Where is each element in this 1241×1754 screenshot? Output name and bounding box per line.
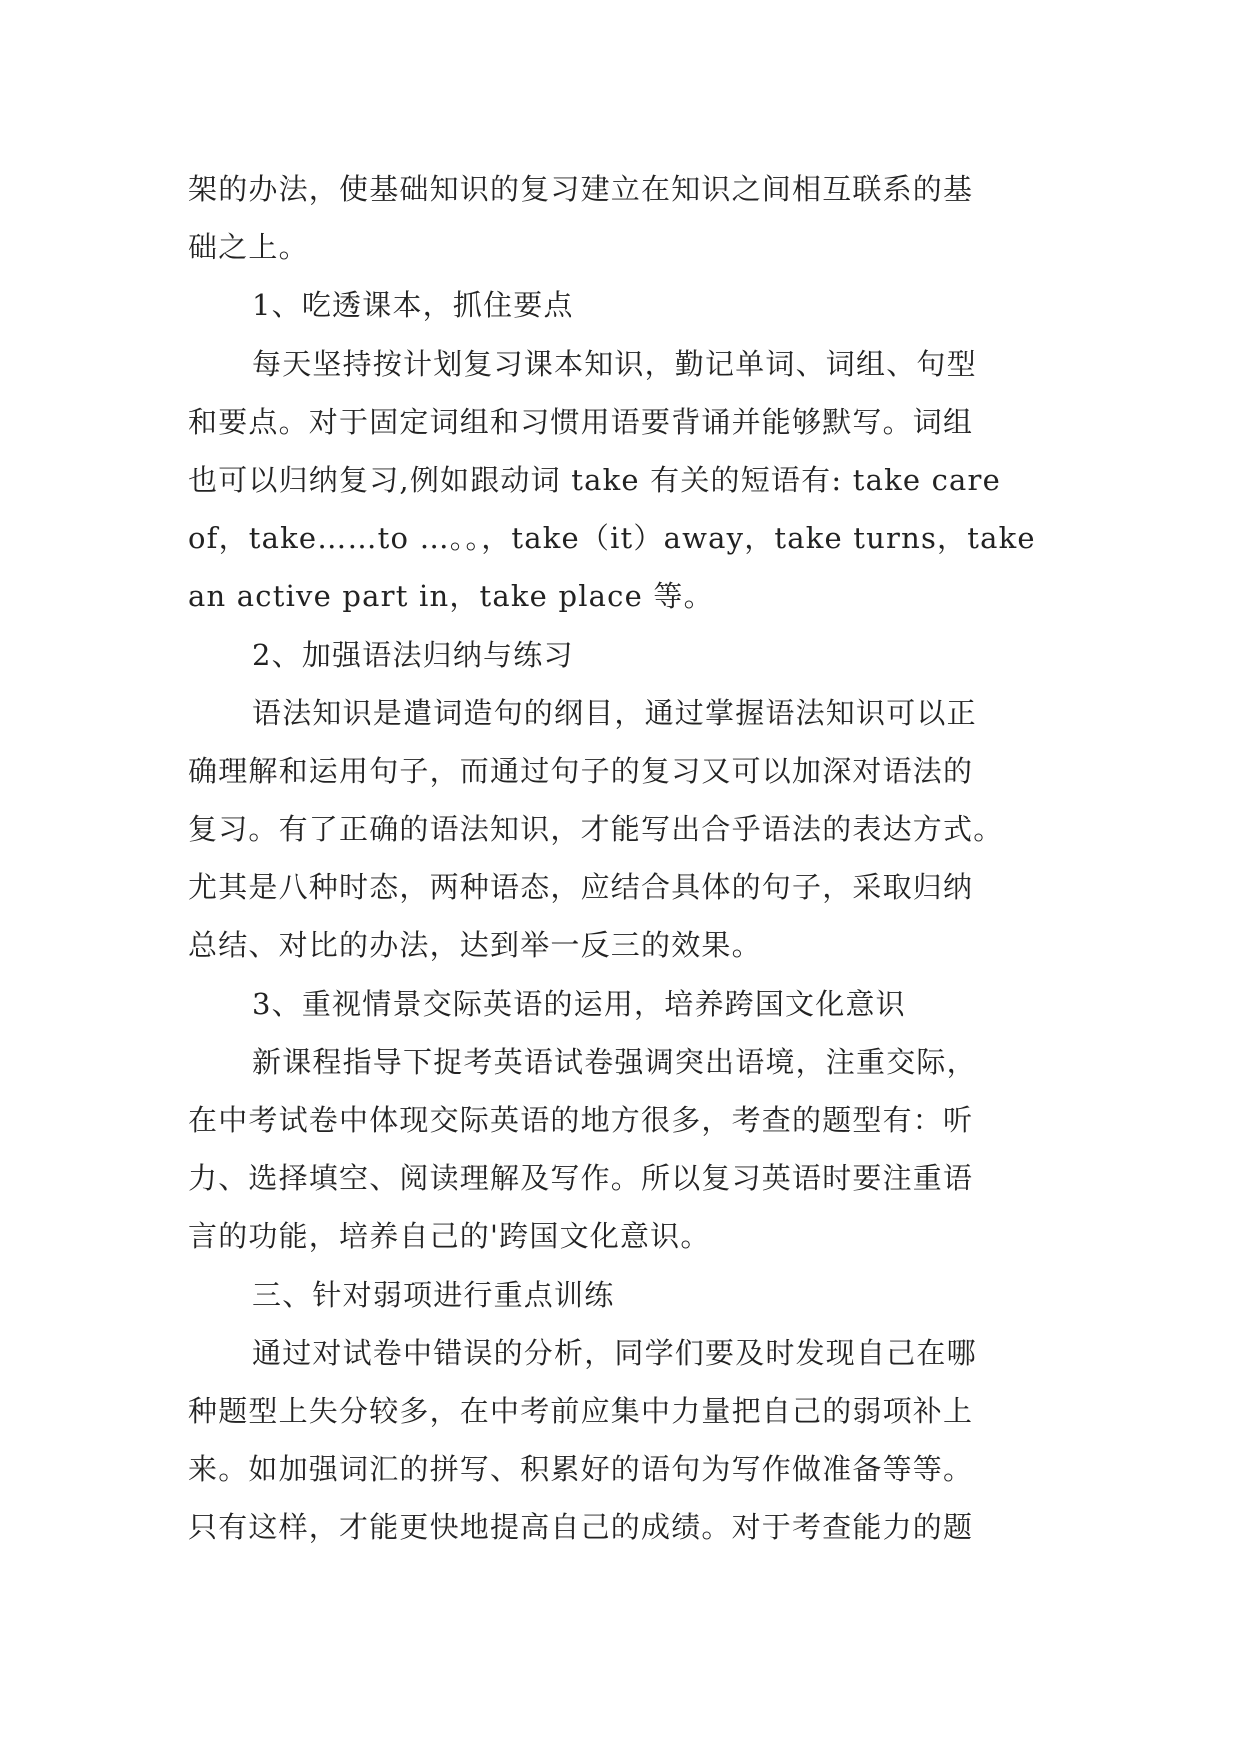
text-line: 来。如加强词汇的拼写、积累好的语句为写作做准备等等。 [188,1452,974,1487]
text-line: of，take……to …。。，take（it）away，take turns，take [188,521,1036,556]
text-line: 架的办法，使基础知识的复习建立在知识之间相互联系的基 [188,172,974,206]
document-body [188,160,1058,1557]
text-line: 每天坚持按计划复习课本知识，勤记单词、词组、句型 [252,346,977,381]
text-line: an active part in，take place 等。 [188,579,714,614]
text-line: 础之上。 [188,230,309,265]
text-line: 力、选择填空、阅读理解及写作。所以复习英语时要注重语 [188,1161,974,1196]
text-line: 2、加强语法归纳与练习 [252,637,574,672]
text-line: 复习。有了正确的语法知识，才能写出合乎语法的表达方式。 [188,812,1004,847]
text-line: 尤其是八种时态，两种语态，应结合具体的句子，采取归纳 [188,870,974,905]
text-line: 也可以归纳复习,例如跟动词 take 有关的短语有: take care [188,462,1001,497]
text-line: 确理解和运用句子，而通过句子的复习又可以加深对语法的 [188,753,974,788]
text-line: 言的功能，培养自己的'跨国文化意识。 [188,1219,711,1254]
text-line: 在中考试卷中体现交际英语的地方很多，考查的题型有：听 [188,1103,974,1137]
text-line: 只有这样，才能更快地提高自己的成绩。对于考查能力的题 [188,1510,974,1545]
text-line: 总结、对比的办法，达到举一反三的效果。 [188,928,762,963]
text-line: 3、重视情景交际英语的运用，培养跨国文化意识 [252,986,906,1021]
text-line: 通过对试卷中错误的分析，同学们要及时发现自己在哪 [252,1335,977,1370]
text-line: 三、针对弱项进行重点训练 [252,1277,615,1312]
text-line: 语法知识是遣词造句的纲目，通过掌握语法知识可以正 [252,695,977,730]
text-line: 1、吃透课本，抓住要点 [252,288,574,323]
text-line: 种题型上失分较多，在中考前应集中力量把自己的弱项补上 [188,1393,974,1428]
text-line: 和要点。对于固定词组和习惯用语要背诵并能够默写。词组 [188,404,974,439]
text-line: 新课程指导下捉考英语试卷强调突出语境，注重交际， [252,1044,977,1079]
